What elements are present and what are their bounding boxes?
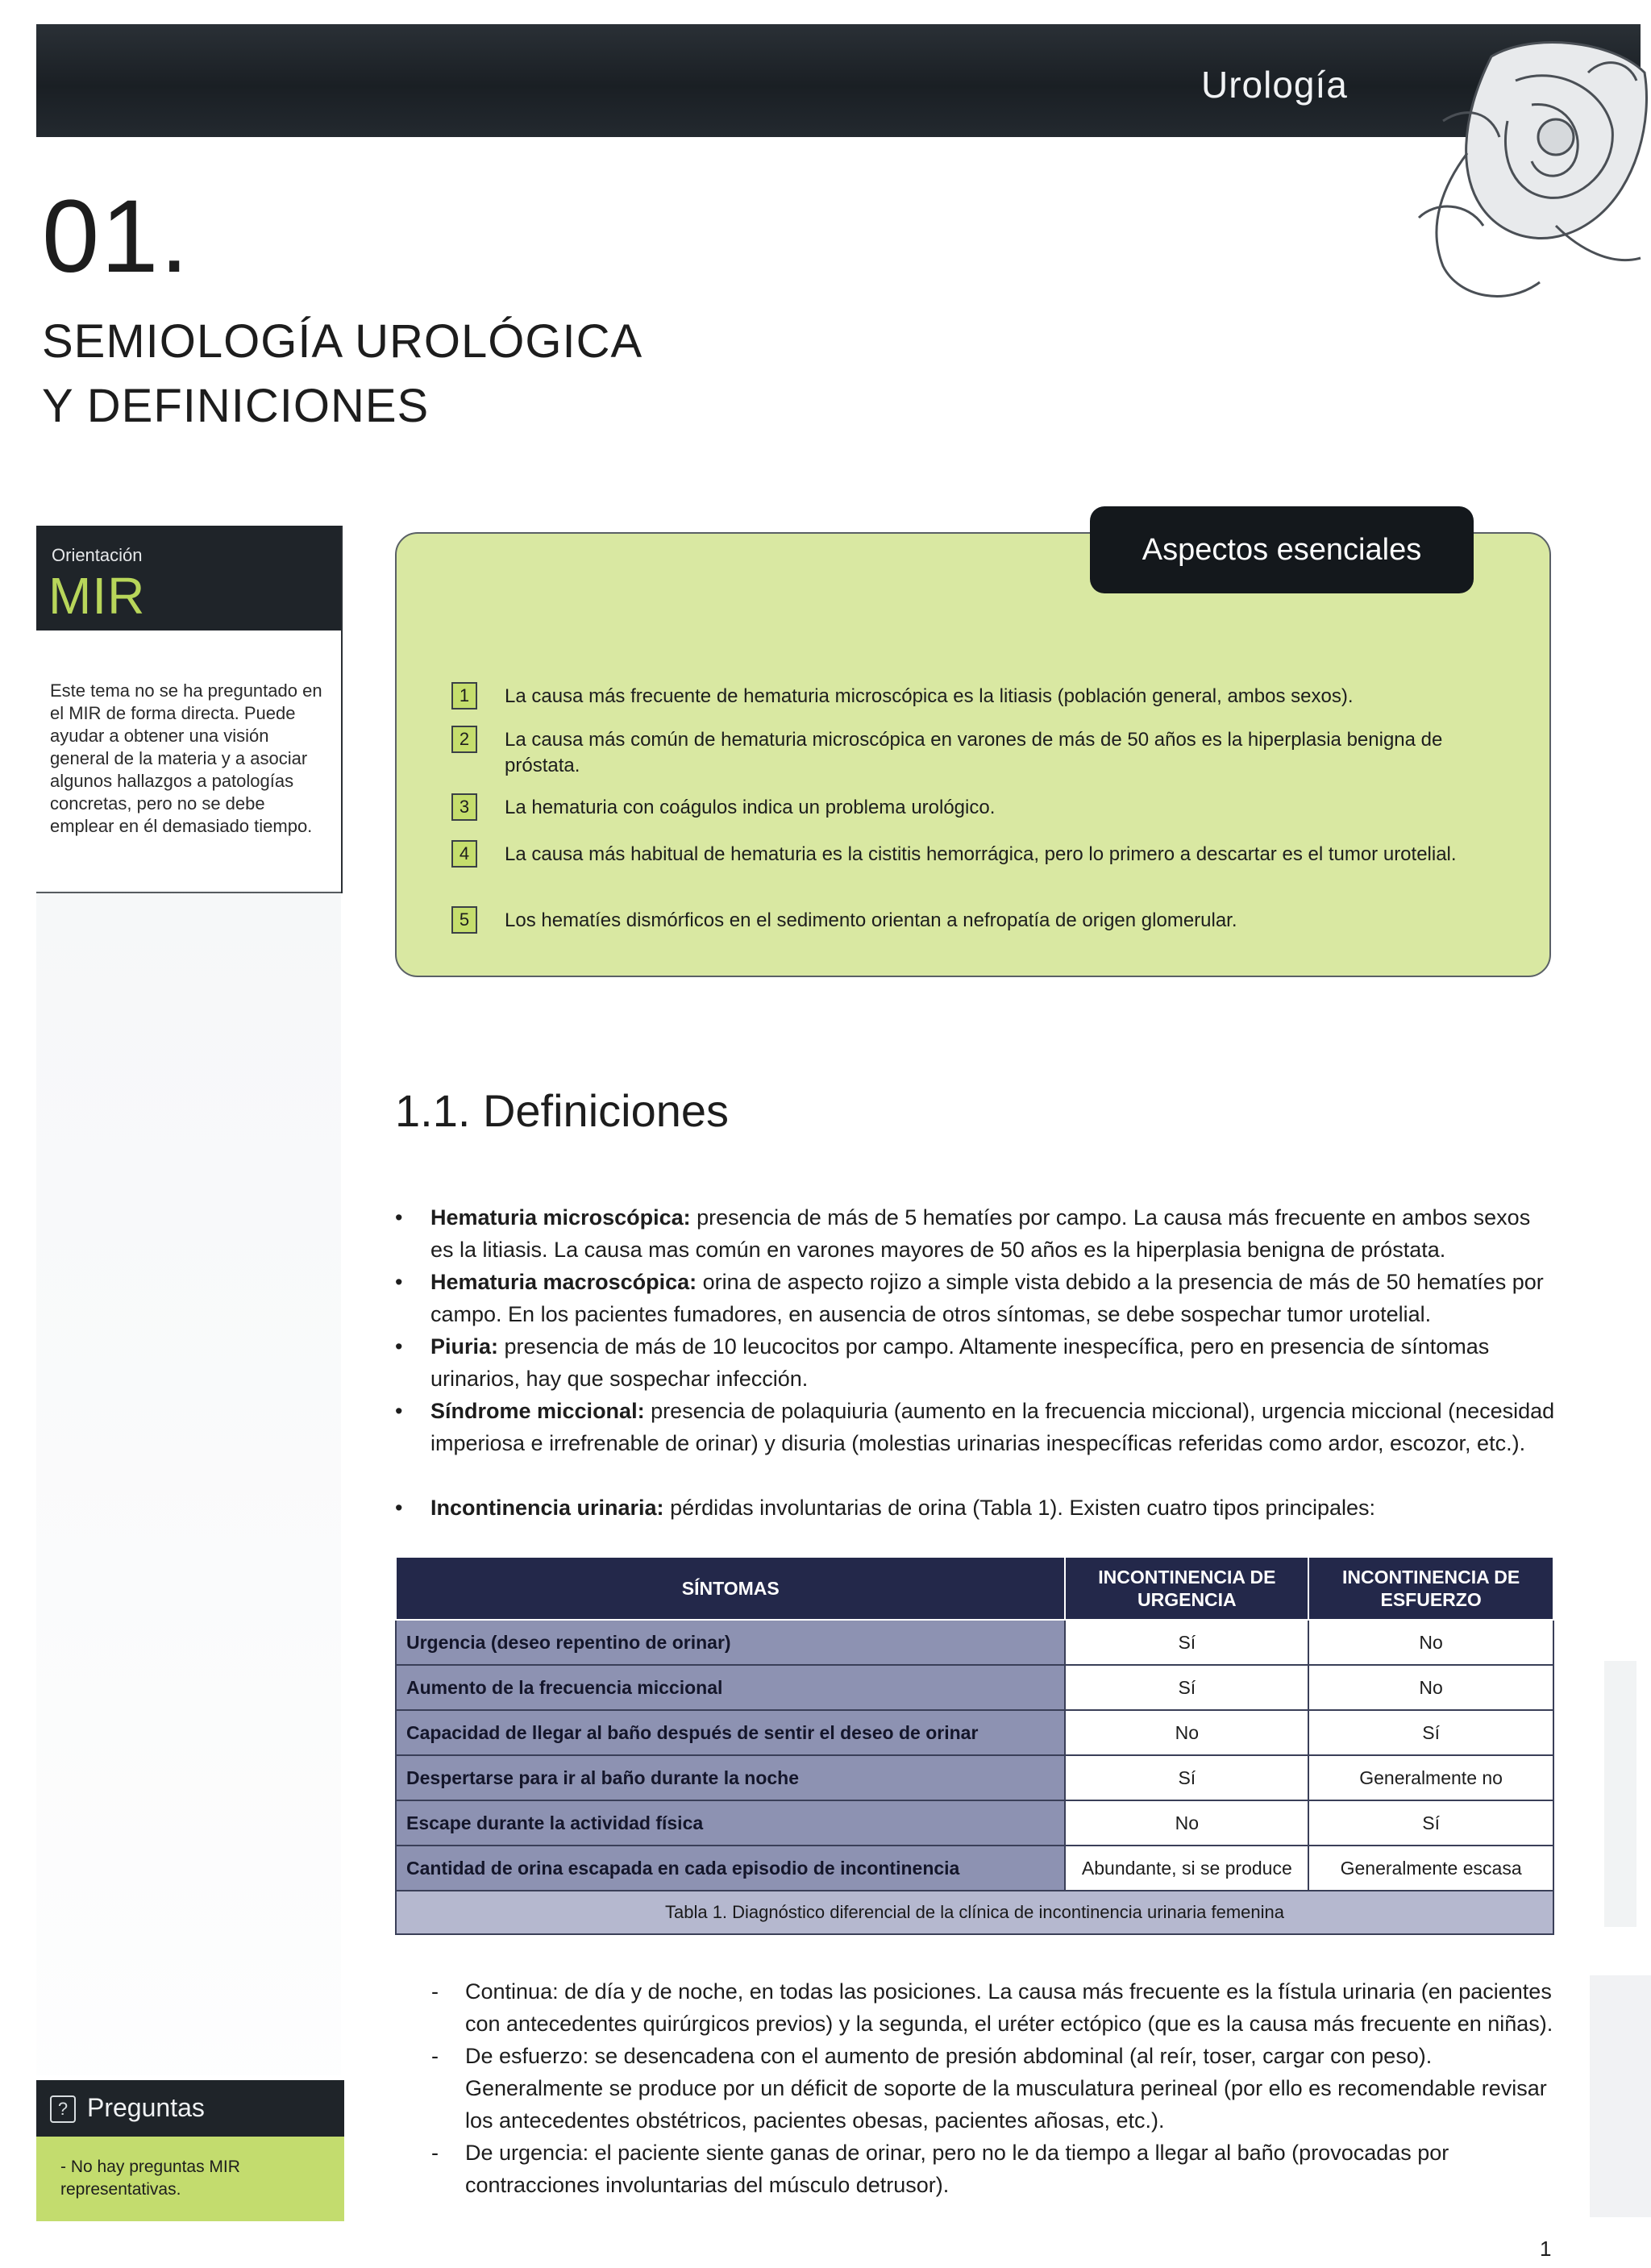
aspecto-text: La hematuria con coágulos indica un problema urológico. — [505, 797, 996, 818]
aspecto-number: 4 — [451, 840, 477, 868]
table-cell: Generalmente no — [1308, 1755, 1553, 1800]
table-caption-row — [396, 1891, 1553, 1934]
orientation-mir: MIR — [48, 567, 146, 625]
table-header-row — [396, 1557, 1553, 1620]
bullet: • — [395, 1496, 403, 1520]
incontinence-table — [395, 1556, 1554, 1935]
table-cell: Generalmente escasa — [1308, 1846, 1553, 1891]
table-row — [396, 1846, 1553, 1891]
table-cell: Cantidad de orina escapada en cada episodio de incontinencia — [396, 1846, 1065, 1891]
table-cell: Capacidad de llegar al baño después de sentir el deseo de orinar — [396, 1710, 1065, 1755]
definition-term: Incontinencia urinaria: — [430, 1496, 664, 1520]
table-cell: Aumento de la frecuencia miccional — [396, 1665, 1065, 1710]
table-row — [396, 1755, 1553, 1800]
preguntas-title: Preguntas — [87, 2093, 205, 2122]
preguntas-text: - No hay preguntas MIR representativas. — [60, 2158, 240, 2199]
anatomy-illustration-icon — [1370, 24, 1651, 314]
aspecto-text: La causa más común de hematuria microscópica en varones de más de 50 años es la hiperplasia benigna de próstata. — [505, 729, 1443, 776]
table-row — [396, 1710, 1553, 1755]
section-heading: 1.1. Definiciones — [395, 1085, 730, 1136]
table-cell: Sí — [1308, 1800, 1553, 1846]
definition-term: Hematuria microscópica: — [430, 1205, 691, 1230]
bullet: • — [395, 1270, 403, 1294]
definition-text: orina de aspecto rojizo a simple vista debido a la presencia de más de 50 hematíes por campo. En los pacientes fumadores, en ausencia de otros síntomas, se debe sospechar tumor urotelial. — [430, 1270, 1544, 1326]
aspecto-text: La causa más frecuente de hematuria microscópica es la litiasis (población general, ambos sexos). — [505, 685, 1354, 707]
aspectos-esenciales-title: Aspectos esenciales — [1090, 506, 1474, 593]
table-header: SÍNTOMAS — [396, 1557, 1065, 1620]
bullet: • — [395, 1205, 403, 1230]
table-cell: No — [1308, 1620, 1553, 1665]
table-row — [396, 1620, 1553, 1665]
table-cell: No — [1065, 1710, 1308, 1755]
table-cell: Urgencia (deseo repentino de orinar) — [396, 1620, 1065, 1665]
table-cell: Despertarse para ir al baño durante la noche — [396, 1755, 1065, 1800]
aspecto-number: 2 — [451, 726, 477, 753]
table-row — [396, 1665, 1553, 1710]
dash-mark: - — [431, 2141, 439, 2165]
bullet: • — [395, 1334, 403, 1359]
aspecto-number: 1 — [451, 682, 477, 710]
table-header: INCONTINENCIA DE URGENCIA — [1065, 1557, 1308, 1620]
dash-mark: - — [431, 1979, 439, 2004]
orientation-text: Este tema no se ha preguntado en el MIR de forma directa. Puede ayudar a obtener una visión general de la materia y a asociar algunos hallazgos a patologías concretas, pero no se debe emplear en él demasiado tiempo. — [50, 680, 322, 836]
table-row — [396, 1800, 1553, 1846]
table-cell: No — [1308, 1665, 1553, 1710]
question-icon: ? — [50, 2095, 76, 2123]
dash-mark: - — [431, 2044, 439, 2068]
incontinence-type-text: Continua: de día y de noche, en todas las posiciones. La causa más frecuente es la fístula urinaria (en pacientes con antecedentes quirúrgicos previos) y la segunda, el uréter ectópico (que es la causa más frecuente en niñas). — [465, 1979, 1553, 2036]
table-cell: Abundante, si se produce — [1065, 1846, 1308, 1891]
left-sidebar-fade — [36, 890, 341, 2075]
incontinence-type-text: De esfuerzo: se desencadena con el aumento de presión abdominal (al reír, toser, cargar con peso). Generalmente se produce por un déficit de soporte de la musculatura perineal (por ello es recomendable revisar los antecedentes obstétricos, pacientes obesas, pacientes añosas, etc.). — [465, 2044, 1547, 2133]
table-cell: Sí — [1065, 1755, 1308, 1800]
chapter-title: SEMIOLOGÍA UROLÓGICA — [42, 315, 643, 368]
definition-text: pérdidas involuntarias de orina (Tabla 1). Existen cuatro tipos principales: — [663, 1496, 1376, 1520]
definition-text: presencia de polaquiuria (aumento en la frecuencia miccional), urgencia miccional (necesidad imperiosa e irrefrenable de orinar) y disuria (molestias urinarias inespecíficas referidas como ardor, escozor, etc.). — [430, 1399, 1555, 1455]
table-cell: Sí — [1308, 1710, 1553, 1755]
incontinence-type-text: De urgencia: el paciente siente ganas de orinar, pero no le da tiempo a llegar al baño (provocadas por contracciones involuntarias del músculo detrusor). — [465, 2141, 1449, 2197]
right-side-tab — [1604, 1661, 1636, 1927]
aspecto-number: 5 — [451, 906, 477, 934]
aspecto-text: Los hematíes dismórficos en el sedimento orientan a nefropatía de origen glomerular. — [505, 909, 1237, 931]
definition-term: Síndrome miccional: — [430, 1399, 645, 1423]
aspecto-text: La causa más habitual de hematuria es la cistitis hemorrágica, pero lo primero a descartar es el tumor urotelial. — [505, 843, 1457, 865]
definition-term: Hematuria macroscópica: — [430, 1270, 697, 1294]
table-cell: Sí — [1065, 1620, 1308, 1665]
chapter-number: 01. — [42, 179, 190, 294]
definition-text: presencia de más de 10 leucocitos por campo. Altamente inespecífica, pero en presencia de síntomas urinarios, hay que sospechar infección. — [430, 1334, 1490, 1391]
table-cell: Sí — [1065, 1665, 1308, 1710]
definition-term: Piuria: — [430, 1334, 499, 1359]
aspecto-number: 3 — [451, 793, 477, 821]
orientation-label: Orientación — [52, 545, 143, 565]
table-caption: Tabla 1. Diagnóstico diferencial de la clínica de incontinencia urinaria femenina — [396, 1891, 1553, 1934]
section-title: Urología — [1201, 64, 1348, 106]
right-side-fade — [1590, 1975, 1651, 2217]
chapter-title-line2: Y DEFINICIONES — [42, 380, 430, 432]
table-cell: Escape durante la actividad física — [396, 1800, 1065, 1846]
definition-text: presencia de más de 5 hematíes por campo. La causa más frecuente en ambos sexos es la litiasis. La causa mas común en varones mayores de 50 años es la hiperplasia benigna de próstata. — [430, 1205, 1531, 1262]
table-cell: No — [1065, 1800, 1308, 1846]
table-header: INCONTINENCIA DE ESFUERZO — [1308, 1557, 1553, 1620]
page-number: 1 — [1540, 2237, 1552, 2261]
bullet: • — [395, 1399, 403, 1423]
